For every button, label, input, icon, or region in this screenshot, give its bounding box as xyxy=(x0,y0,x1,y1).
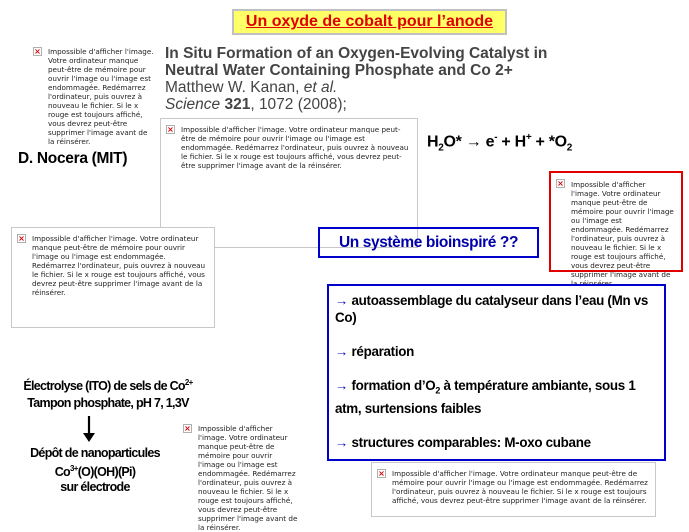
broken-image-icon: × xyxy=(557,179,564,188)
point-repair: → réparation xyxy=(335,344,414,359)
broken-image-message: Impossible d'afficher l'image. Votre ordinateur manque peut-être de mémoire pour ouvrir l'image ou l'image est endommagée. Redémarrez l'ordinateur, puis ouvrez à nouveau le fichier. Si le x rouge est toujours affiché, vous devrez peut-être supprimer l'image avant de la réinsérer. xyxy=(198,424,298,532)
deposit-line3: sur électrode xyxy=(60,480,130,495)
broken-image-message: Impossible d'afficher l'image. Votre ordinateur manque peut-être de mémoire pour ouvrir l'image ou l'image est endommagée. Redémarrez l'ordinateur, puis ouvrez à nouveau le fichier. Si le x rouge est toujours affiché, vous devrez peut-être supprimer l'image avant de la réinsérer. xyxy=(32,234,206,297)
arrow-icon: → xyxy=(335,434,349,450)
reaction-equation: $H_2O* \to e^- + H^+ + *O_2$ xyxy=(427,132,573,154)
broken-image-bottom-right xyxy=(371,462,656,517)
down-arrow-icon xyxy=(82,416,96,442)
key-points-box xyxy=(327,284,666,461)
slide-title: Un oxyde de cobalt pour l’anode xyxy=(232,9,507,35)
paper-title-line2: Neutral Water Containing Phosphate and Co 2+ xyxy=(165,62,513,79)
broken-image-bottom-center xyxy=(178,418,306,532)
broken-image-icon: × xyxy=(378,469,385,478)
broken-image-icon: × xyxy=(34,47,41,56)
broken-image-left xyxy=(11,227,215,328)
paper-title-line1: In Situ Formation of an Oxygen-Evolving Catalyst in xyxy=(165,45,548,62)
author-name: D. Nocera (MIT) xyxy=(18,150,128,167)
broken-image-icon: × xyxy=(18,234,25,243)
broken-image-message: Impossible d'afficher l'image. Votre ordinateur manque peut-être de mémoire pour ouvrir l'image ou l'image est endommagée. Redémarrez l'ordinateur, puis ouvrez à nouveau le fichier. Si le x rouge est toujours affiché, vous devrez peut-être supprimer l'image avant de la réinsérer. xyxy=(48,47,154,146)
deposit-line1: Dépôt de nanoparticules xyxy=(30,446,160,460)
arrow-icon: → xyxy=(335,344,349,359)
broken-image-message: Impossible d'afficher l'image. Votre ordinateur manque peut-être de mémoire pour ouvrir l'image ou l'image est endommagée. Redémarrez l'ordinateur, puis ouvrez à nouveau le fichier. Si le x rouge est toujours affiché, vous devrez peut-être supprimer l'image avant de la réinsérer. xyxy=(571,180,674,288)
broken-image-portrait-1 xyxy=(28,41,161,146)
point-self-assembly: → autoassemblage du catalyseur dans l’eau (Mn vs Co) xyxy=(335,293,649,325)
paper-volume: 321 xyxy=(224,96,251,113)
point-structures: → structures comparables: M-oxo cubane xyxy=(335,434,591,450)
paper-reference xyxy=(165,45,585,113)
deposit-description xyxy=(0,446,190,495)
deposit-line2: $Co^{3+}(O)(OH)(Pi)$ xyxy=(54,464,136,480)
paper-authors: Matthew W. Kanan, et al. xyxy=(165,79,338,96)
broken-image-right xyxy=(549,171,683,288)
arrow-icon: → xyxy=(335,293,349,308)
broken-image-icon: × xyxy=(167,125,174,134)
electrolysis-conditions xyxy=(0,374,216,412)
point-o2-formation: → formation $d’O_2$ à température ambiante, sous 1 atm, surtensions faibles xyxy=(335,378,636,416)
arrow-icon: → xyxy=(335,378,349,393)
bioinspired-question: Un système bioinspiré ?? xyxy=(318,227,539,258)
broken-image-message: Impossible d'afficher l'image. Votre ordinateur manque peut-être de mémoire pour ouvrir l'image ou l'image est endommagée. Redémarrez l'ordinateur, puis ouvrez à nouveau le fichier. Si le x rouge est toujours affiché, vous devrez peut-être supprimer l'image avant de la réinsérer. xyxy=(181,125,409,170)
paper-et-al: et al. xyxy=(303,79,338,96)
broken-image-message: Impossible d'afficher l'image. Votre ordinateur manque peut-être de mémoire pour ouvrir l'image ou l'image est endommagée. Redémarrez l'ordinateur, puis ouvrez à nouveau le fichier. Si le x rouge est toujours affiché, vous devrez peut-être supprimer l'image avant de la réinsérer. xyxy=(392,469,648,505)
broken-image-icon: × xyxy=(184,424,191,433)
paper-journal: Science 321, 1072 (2008); xyxy=(165,96,347,113)
electrolysis-line2: Tampon phosphate, pH 7, 1,3V xyxy=(27,396,189,411)
electrolysis-line1: Électrolyse (ITO) de sels de $Co^{2+}$ xyxy=(23,378,193,394)
